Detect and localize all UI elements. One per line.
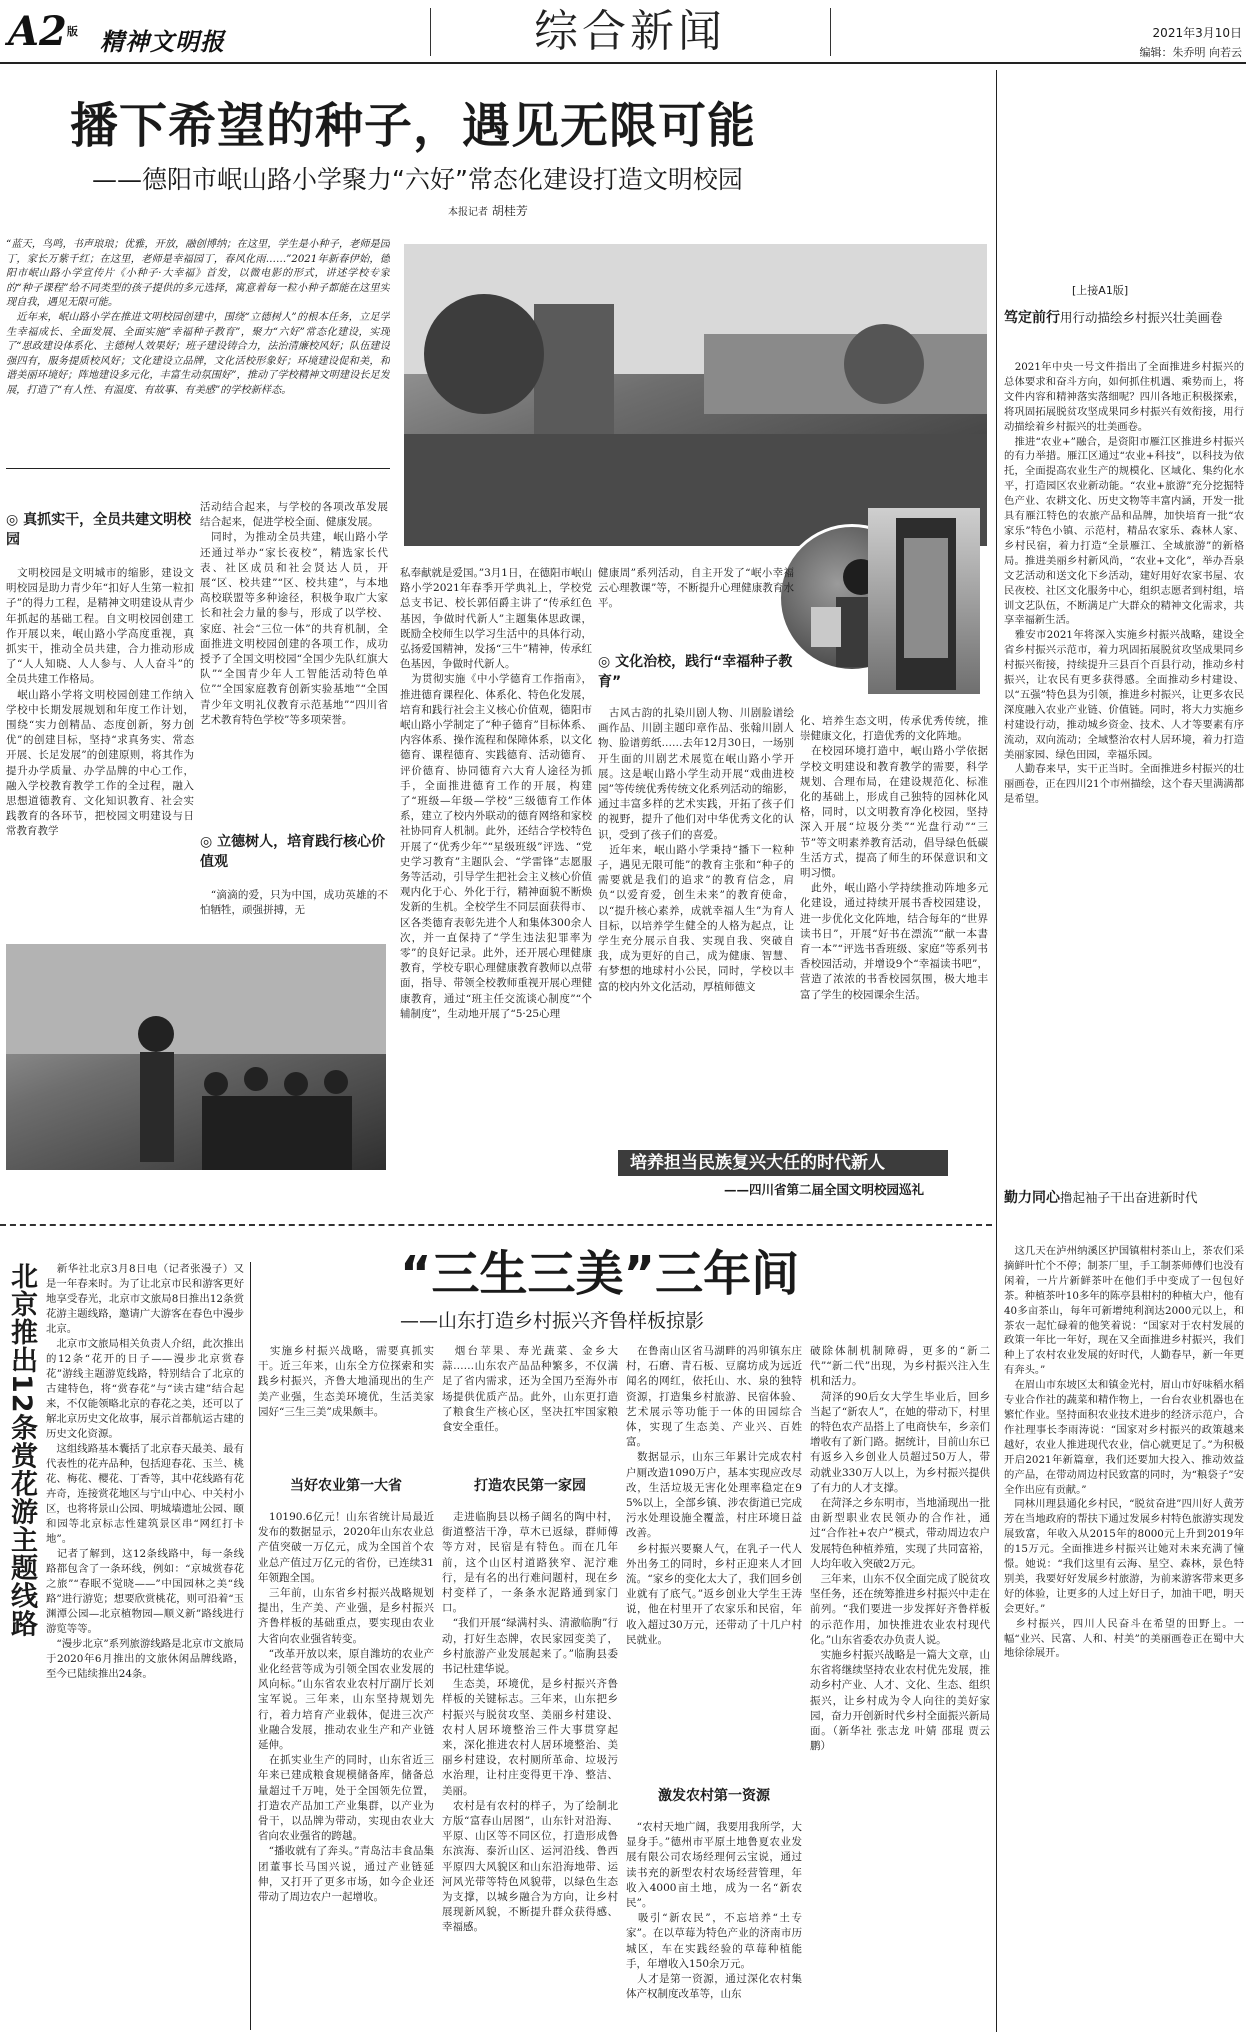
right-sec2-title-rest: 撸起袖子干出奋进新时代: [1060, 1190, 1198, 1205]
continued-marker: [上接A1版]: [1072, 284, 1129, 297]
second-c1: 实施乡村振兴战略，需要真抓实干。近三年来，山东全方位探索和实践乡村振兴，齐鲁大地涌现出的生产美产业强，生态美环境优，生活美家园好“三生三美”成果颇丰。: [258, 1345, 434, 1418]
second-c4: 破除体制机制障碍，更多的“新二代”“新二代”出现，为乡村振兴注入生机和活力。 菏泽的90后女大学生毕业后，回乡当起了“新农人”，在她的带动下，村里的特色农产品搭上了电商快车，乡亲们增收有了新门路。据统计，目前山东已有返乡入乡创业人员超过50万人，带动就业330万人以上，为乡村振兴提供了有力的人才支撑。 在菏泽之乡东明市，当地涌现出一批由新型职业农民领办的合作社，通过“合作社+农户”模式，带动周边农户发展特色种植养殖，实现了共同富裕，人均年收入突破2万元。 三年来，山东不仅全面完成了脱贫攻坚任务，还在统筹推进乡村振兴中走在前列。“我们要进一步发挥好齐鲁样板的示范作用，加快推进农业农村现代化。”山东省委农办负责人说。 实施乡村振兴战略是一篇大文章，山东省将继续坚持农业农村优先发展，推动乡村产业、人才、文化、生态、组织振兴，让乡村成为令人向往的美好家园，奋力开创新时代乡村全面振兴新局面。（新华社 张志龙 叶婧 邵琨 贾云鹏）: [810, 1345, 990, 1753]
students-photo-illustration: [6, 944, 386, 1170]
side-headline: 北京推出12条赏花游主题线路: [6, 1262, 37, 1638]
right-sec2-title-main: 勤力同心: [1004, 1190, 1060, 1206]
lead-col4b: 古风古韵的扎染川剧人物、川剧脸谱绘画作品、川剧主题印章作品、张翰川剧人物、脸谱剪纸……去年12月30日，一场别开生面的川剧艺术展览在岷山路小学开展。这是岷山路小学生动开展“戏曲进校园”等传统优秀传统文化系列活动的缩影，通过丰富多样的艺术实践，开拓了孩子们的视野，提升了他们对中华优秀文化的认识，受到了孩子们的喜爱。 近年来，岷山路小学秉持“播下一粒种子，遇见无限可能”的教育主张和“种子的需要就是我们的追求”的教育信念，肩负“以爱育爱，创生未来”的教育使命，以“提升核心素养，成就幸福人生”为育人目标，以培养学生健全的人格为起点，让学生充分展示自我、实现自我、突破自我，成为更好的自己，成为健康、智慧、有梦想的地球村小公民，同时，学校以丰富的校内外文化活动，厚植师德文: [598, 707, 794, 993]
lead-sec3-title: ◎ 文化治校，践行“幸福种子教育”: [598, 654, 793, 690]
editors: 编辑：朱乔明 向若云: [1139, 46, 1242, 59]
lead-sec2-col2: “滴滴的爱，只为中国，成功英雄的不怕牺牲，顽强拼搏，无: [200, 889, 388, 917]
second-c2: 烟台苹果、寿光蔬菜、金乡大蒜……山东农产品品种繁多，不仅满足了省内需求，还为全国乃至海外市场提供优质产品。此外，山东更打造了粮食生产核心区，坚决扛牢国家粮食安全重任。: [442, 1345, 618, 1434]
lead-sec1-col1: 文明校园是文明城市的缩影，建设文明校园是助力青少年“扣好人生第一粒扣子”的得力工程，是精神文明建设从青少年抓起的基础工程。自文明校园创建工作开展以来，岷山路小学高度重视，真抓实干，推动全员共建，合力推动形成了“人人知晓、人人参与、人人奋斗”的全员共建工作格局。 岷山路小学将文明校园创建工作纳入学校中长期发展规划和年度工作计划，围绕“实力创精品、态度创新，努力创优”的创建目标，坚持“求真务实、常态开展、长足发展”的创建原则，将其作为提升办学质量、办学品牌的中心工作，融入学校教育教学工作的全过程，融入思想道德教育、文化知识教育、社会实践教育的各环节，把校园文明建设与日常教育教学: [6, 567, 194, 838]
second-subheadline: ——山东打造乡村振兴齐鲁样板掠影: [400, 1310, 705, 1332]
campus-photo-illustration: [404, 244, 987, 546]
lead-intro: “蓝天，鸟鸣，书声琅琅；优雅，开放，融创博纳；在这里，学生是小种子，老师是园丁，家长万紫千红；在这里，老师是幸福园丁，春风化雨……”2021年新春伊始，德阳市岷山路小学宣传片《小种子·大幸福》首发，以微电影的形式，讲述学校专家的“种子课程”给不同类型的孩子提供的多元选择，寓意着每一粒小种子都能在这里实现自我，遇见无限可能。 近年来，岷山路小学在推进文明校园创建中，围绕“立德树人”的根本任务，立足学生幸福成长、全面发展、全面实施“幸福种子教育”，聚力“六好”常态化建设，实现了“思政建设体系化、主德树人效果好；班子建设铸合力，法治清廉校风好；队伍建设强四有，服务提质校风好；文化建设立品牌，文化活校形象好；环境建设促和美，和谐美丽环境好；阵地建设多元化，丰富生动氛围好”，推动了学校精神文明建设长足发展，打造了“有人性、有温度、有故事、有美感”的学校新样态。: [6, 239, 390, 396]
lead-sec2-title: ◎ 立德树人，培育践行核心价值观: [200, 834, 386, 870]
phone-booth-illustration: [868, 508, 980, 694]
section-name: 综合新闻: [534, 6, 726, 57]
phone-booth-photo: [868, 508, 980, 694]
intro-divider: [6, 468, 390, 469]
masthead: [0, 0, 1246, 64]
series-banner: 培养担当民族复兴大任的时代新人: [618, 1150, 948, 1176]
right-sec1-title: [1004, 308, 1244, 328]
second-c2b: 走进临朐县以杨子阔名的陶中村，街道整洁干净，草木已返绿，群师傅等方对，民宿是有特色。而在几年前，这个山区村道路狭窄、泥泞难行，是有名的出行难问题村，现在乡村变样了，一条条水泥路通到家门口。 “我们开展“绿满村头、清澈临朐”行动，打好生态牌，农民家园变美了，乡村旅游产业发展起来了。”临朐县委书记杜建华说。 生态美，环境优，是乡村振兴齐鲁样板的关键标志。三年来，山东把乡村振兴与脱贫攻坚、美丽乡村建设、农村人居环境整治三件大事贯穿起来，深化推进农村人居环境整治、美丽乡村建设，农村厕所革命、垃圾污水治理，让村庄变得更干净、整洁、美丽。 农村是有农村的样子，为了绘制北方版“富春山居图”，山东针对沿海、平原、山区等不同区位，打造形成鲁东滨海、泰沂山区、运河沿线、鲁西平原四大风貌区和山东沿海地带、运河风光带等特色风貌带，以绿色生态为支撑，以城乡融合为方向，让乡村展现新风貌，不断提升群众获得感、幸福感。: [442, 1511, 618, 1934]
side-body: 新华社北京3月8日电（记者张漫子）又是一年春来时。为了让北京市民和游客更好地享受春光，北京市文旅局8日推出12条赏花游主题线路，邀请广大游客在春色中漫步北京。 北京市文旅局相关负责人介绍，此次推出的12条“花开的日子——漫步北京赏春花”游线主题游览线路，特别结合了北京的古建特色，将“赏春花”与“读古建”结合起来，不仅能领略北京的春花之美，还可以了解北京历史文化故事，展示首都航运古建的历史文化资源。 这组线路基本囊括了北京春天最美、最有代表性的花卉品种，包括迎春花、玉兰、桃花、梅花、樱花、丁香等，其中花线路有花卉奇，连接赏花地区与宁山中心、中关村小区，也将将景山公园、明城墙遗址公园、颐和园等北京标志性建筑景区串“网红打卡地”。 记者了解到，这12条线路中，每一条线路都包含了一条环线，例如：“京城赏春花之旅”“春眠不觉晓——”中国园林之美“线路”进行游览；想要欣赏桃花，则可沿着“玉渊潭公园—北京植物园—顺义新”路线进行游览等等。 “漫步北京”系列旅游线路是北京市文旅局于2020年6月推出的文旅休闲品牌线路，至今已陆续推出24条。: [46, 1263, 244, 1680]
lead-col3: 私奉献就是爱国。”3月1日，在德阳市岷山路小学2021年春季开学典礼上，学校党总支书记、校长郭佰爵主讲了“传承红色基因，争做时代新人”主题集体思政课，既励全校师生以学习生活中的具体行动，弘扬爱国精神，发扬“三牛”精神，传承红色基因，争做时代新人。 为贯彻实施《中小学德育工作指南》，推进德育课程化、体系化、特色化发展，培育和践行社会主义核心价值观，德阳市岷山路小学制定了“种子德育”目标体系、内容体系、操作流程和保障体系，以文化德育、课程德育、实践德育、活动德育、评价德育、协同德育六大育人途径为抓手，全面推进德育工作的开展，构建了“班级—年级—学校”三级德育工作体系，建立了校内外联动的德育网络和家校社协同育人机制。此外，还结合学校特色开展了“优秀少年”“星级班级”评选、“党史学习教育”主题队会、“学雷锋”志愿服务等活动，引导学生把社会主义核心价值观内化于心、外化于行，精神面貌不断焕发新的生机。全校学生不同层面获得市、区各类德育表彰先进个人和集体300余人次，并一直保持了“学生违法犯罪率为零”的良好记录。此外，还开展心理健康教育，学校专职心理健康教育教师以点带面，指导、带领全校教师重视开展心理健康教育，通过“班主任交流谈心制度”“个辅制度”，生动地开展了“5·25心理: [400, 567, 592, 1020]
students-photo: [6, 944, 386, 1170]
lead-sec1-title: ◎ 真抓实干，全员共建文明校园: [6, 512, 192, 548]
right-sec1-body: 2021年中央一号文件指出了全面推进乡村振兴的总体要求和奋斗方向，如何抓住机遇、乘势而上，将文件内容和精神落实落细呢？四川各地正积极探索，将巩固拓展脱贫攻坚成果同乡村振兴有效衔接，用行动描绘着乡村振兴的壮美画卷。 推进“农业+”融合，是资阳市雁江区推进乡村振兴的有力举措。雁江区通过“农业+科技”，以科技为依托，全面提高农业生产的规模化、区域化、集约化水平，打造园区农业新动能。“农业+旅游”充分挖掘特色产业、农耕文化、历史文物等丰富内涵，开发一批具有雁江特色的农旅产品和品牌，加快培育一批“农家乐”特色小镇、示范村，精品农家乐、森林人家、乡村民宿，着力打造“全景雁江、全域旅游”的新格局。推进美丽乡村新风尚，“农业+文化”，举办吾泉文艺活动和送文化下乡活动，建好用好农家书屋、农民夜校、社区文化服务中心，组织志愿者到村组，培训文艺队伍，不断满足广大群众的精神文化需求，共享幸福新生活。 雅安市2021年将深入实施乡村振兴战略，建设全省乡村振兴示范市，着力巩固拓展脱贫攻坚成果同乡村振兴衔接，持续提升三县百个百县行动，推动乡村振兴，让农民有更多获得感。全面推动乡村建设、以“五强”特色县为引领，推进乡村振兴，让更多农民深度融入农业产业链、价值链。同时，将大力实施乡村建设行动，推动城乡资金、技术、人才等要素有序流动，双向流动；全域整治农村人居环境，着力打造美丽家园、绿色田园，幸福乐园。 人勤春来早，实干正当时。全面推进乡村振兴的壮丽画卷，正在四川21个市州描绘，这个春天里满满都是希望。: [1004, 361, 1244, 806]
second-c3: 在鲁南山区省马湖畔的冯卯镇东庄村，石磨、青石板、豆腐坊成为远近闻名的网红，依托山、水、泉的独特资源，打造集乡村旅游、民宿体验、艺术展示等功能于一体的田园综合体，实现了生态美、产业兴、百姓富。 数据显示，山东三年累计完成农村户厕改造1090万户，基本实现应改尽改，生活垃圾无害化处理率稳定在95%以上，全部乡镇、涉农街道已完成污水处理设施全覆盖，村庄环境日益改善。 乡村振兴要聚人气，在乳子一代人外出务工的同时，乡村正迎来人才回流。“家乡的变化太大了，我们回乡创业就有了底气。”返乡创业大学生王涛说，他在村里开了农家乐和民宿，年收入超过30万元，还带动了十几户村民就业。: [626, 1345, 802, 1646]
lead-subheadline: ——德阳市岷山路小学聚力“六好”常态化建设打造文明校园: [92, 165, 743, 194]
right-sec1-title-rest: 用行动描绘乡村振兴壮美画卷: [1060, 310, 1223, 325]
second-c1-sec: 当好农业第一大省: [290, 1478, 402, 1494]
lead-col4: 健康周”系列活动，自主开发了“岷小幸福云心理教课”等，不断提升心理健康教育水平。: [598, 567, 794, 610]
paper-name: 精神文明报: [100, 27, 225, 56]
side-article-divider: [250, 1262, 251, 2030]
byline-label: 本报记者: [448, 207, 488, 218]
second-article-divider: [0, 1224, 992, 1226]
second-c3-sec: 激发农村第一资源: [658, 1788, 770, 1804]
lead-sec1-col2: 活动结合起来，与学校的各项改革发展结合起来，促进学校全面、健康发展。 同时，为推动全员共建，岷山路小学还通过举办“家长夜校”，精选家长代表、社区成员和社会贤达人员，开展“区、校共建”“区、校共建”，与本地高校联盟等多种途径，积极争取广大家长和社会力量的参与，形成了以学校、家庭、社会“三位一体”的共育机制，全面推进文明校园创建的各项工作，成功授予了全国文明校园“全国少先队红旗大队”“全国青少年人工智能活动特色单位”“全国家庭教育创新实验基地”“全国青少年文明礼仪教育示范基地”“四川省艺术教育特色学校”等多项荣誉。: [200, 501, 388, 726]
right-column-divider: [996, 70, 997, 2032]
second-c1b: 10190.6亿元！山东省统计局最近发布的数据显示，2020年山东农业总产值突破一万亿元，成为全国首个农业总产值过万亿元的省份，已连续31年领跑全国。 三年前，山东省乡村振兴战略规划提出，生产美、产业强，是乡村振兴齐鲁样板的基础重点，要实现由农业大省向农业强省转变。 “改革开放以来，原自潍坊的农业产业化经营等成为引领全国农业发展的风向标。”山东省农业农村厅副厅长刘宝军说。三年来，山东坚持规划先行，着力培育产业载体，促进三次产业融合发展，推动农业生产和产业链延伸。 在抓实业生产的同时，山东省近三年来已建成粮食规模储备库，储备总量超过千万吨，处于全国领先位置，打造农产品加工产业集群，以产业为骨干，以品牌为带动，实现由农业大省向农业强省的跨越。 “播收就有了奔头。”青岛沽丰食品集团董事长马国兴说，通过产业链延伸，又打开了更多市场，如今企业还带动了周边农户一起增收。: [258, 1511, 434, 1904]
byline: [448, 202, 528, 219]
byline-name: 胡桂芳: [491, 204, 528, 218]
page-number-label: A2: [8, 8, 67, 55]
right-sec1-title-main: 笃定前行: [1004, 310, 1060, 326]
second-c2-sec: 打造农民第一家园: [474, 1478, 586, 1494]
right-sec2-title: [1004, 1188, 1244, 1208]
second-headline: “三生三美”三年间: [400, 1246, 800, 1302]
second-c3b: “农村天地广阔，我要用我所学，大显身手。”德州市平原土地鲁夏农业发展有限公司农场经理何云宝说，通过读书充的新型农村农场经营管理，年收入4000亩土地，成为一名“新农民”。 吸引“新农民”，不忘培养“土专家”。在以草莓为特色产业的济南市历城区，车在实践经验的草莓种植能手，年增收入150余万元。 人才是第一资源，通过深化农村集体产权制度改革等，山东: [626, 1821, 802, 2001]
lead-headline: 播下希望的种子，遇见无限可能: [70, 98, 757, 154]
masthead-divider-left: [430, 8, 431, 56]
issue-date: 2021年3月10日: [1152, 26, 1242, 40]
page-number: [8, 10, 78, 54]
campus-photo: [404, 244, 987, 546]
masthead-rule: [0, 62, 1246, 64]
right-sec2-body: 这几天在泸州纳溪区护国镇柑村茶山上，茶农们采摘鲜叶忙个不停；制茶厂里，手工制茶师傅们也没有闲着，一片片新鲜茶叶在他们手中变成了一包包好茶。种植茶叶10多年的陈亭县柑村的种植大户，他有40多亩茶山，每年可新增纯利润达2000元以上，和茶农一起忙碌着的他笑着说：“国家对于农村发展的政策一年比一年好，现在又全面推进乡村振兴，我们种上了农村农业发展的好时代，人勤春早，新一年更有奔头。” 在眉山市东坡区太和镇金光村，眉山市好味稻水稻专业合作社的蔬菜和精作物上，一台台农业机器也在繁忙作业。坚持面积农业技术进步的经济示范户，合作社理事长李雨涛说：“国家对乡村振兴的政策越来越好，农业人推进现代农业，信心就更足了。”为积极开启2021年新篇章，我们还要加大投入、推动效益的产品，在带动周边村民致富的同时，为“粮袋子”安全作出应有贡献。” 同林川理县通化乡村民，“脱贫奋进”四川好人黄芳芳在当地政府的帮扶下通过发展乡村特色旅游实现发展致富，年收入从2015年的8000元上升到2019年的15万元。全面推进乡村振兴让她对未来充满了憧憬。她说：“我们这里有云海、星空、森林，景色特别美，我要好好发展乡村旅游，为前来游客带来更多好的体验，让更多的人过上好日子，加油干吧，明天会更好。” 乡村振兴，四川人民奋斗在希望的田野上。一幅“业兴、民富、人和、村美”的美丽画卷正在蜀中大地徐徐展开。: [1004, 1245, 1244, 1660]
page-suffix: 版: [66, 25, 78, 38]
series-banner-sub: ——四川省第二届全国文明校园巡礼: [724, 1182, 925, 1197]
lead-col5: 化、培养生态文明，传承优秀传统，推崇健康文化，打造优秀的文化阵地。 在校园环境打造中，岷山路小学依据学校文明建设和教育教学的需要，科学规划、合理布局，在建设规范化、标准化的基础上，形成自己独特的园林化风格，同时，以文明教育净化校园，坚持深入开展“垃圾分类”“光盘行动”“三节”等文明素养教育活动，倡导绿色低碳生活方式，提高了师生的环保意识和文明习惯。 此外，岷山路小学持续推动阵地多元化建设，通过持续开展书香校园建设，进一步优化文化阵地，结合每年的“世界读书日”，开展“好书在漂流”“献一本書育一本”“评选书香班级、家庭”等系列书香校园活动，并增设9个“幸福读书吧”，营造了浓浓的书香校园氛围，极大地丰富了学生的校园课余生活。: [800, 715, 988, 1001]
masthead-divider-right: [830, 8, 831, 56]
